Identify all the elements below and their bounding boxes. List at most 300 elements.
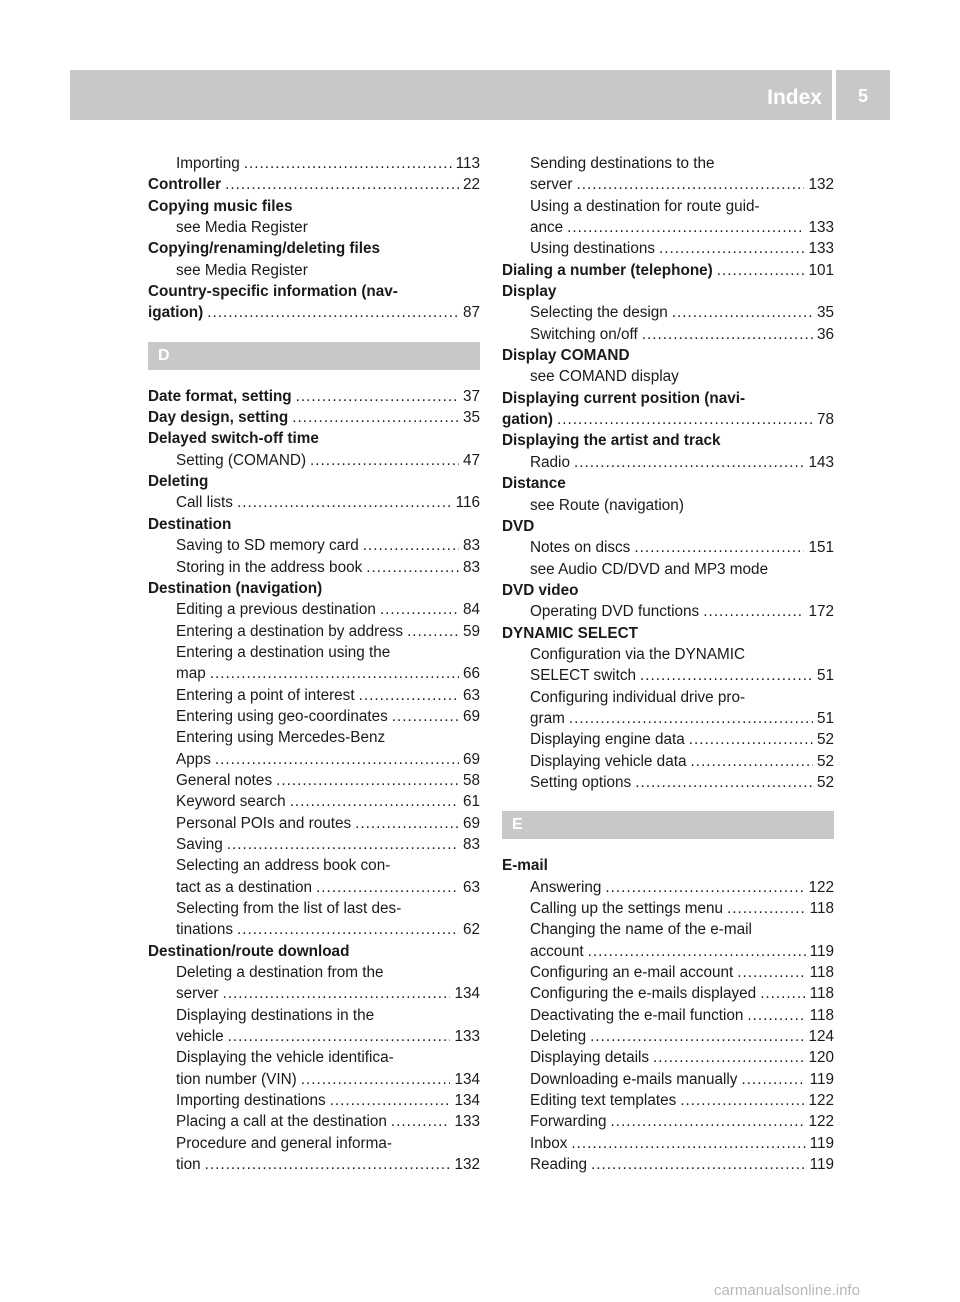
entry-text: tion number (VIN) <box>176 1070 297 1088</box>
index-subentry <box>148 770 480 791</box>
index-entry <box>502 281 834 302</box>
leader-dots <box>703 601 804 622</box>
page-ref[interactable]: 119 <box>809 1156 834 1174</box>
entry-text: E-mail <box>502 857 548 875</box>
index-subentry <box>502 665 834 686</box>
entry-text: Display <box>502 283 557 301</box>
entry-text: Copying music files <box>148 197 293 215</box>
leader-dots <box>642 324 813 345</box>
index-entry <box>148 238 480 259</box>
page-ref[interactable]: 122 <box>808 1113 834 1131</box>
leader-dots <box>355 813 459 834</box>
entry-text: Configuring an e-mail account <box>530 964 734 982</box>
index-subentry <box>148 855 480 876</box>
entry-text: Setting (COMAND) <box>176 451 307 469</box>
index-subentry <box>148 791 480 812</box>
index-subentry <box>502 644 834 665</box>
index-entry <box>148 514 480 535</box>
entry-text: Apps <box>176 750 211 768</box>
index-entry <box>502 260 834 281</box>
leader-dots <box>569 708 813 729</box>
entry-text: Destination <box>148 515 232 533</box>
index-entry <box>148 281 480 302</box>
entry-text: Deleting a destination from the <box>176 964 384 982</box>
page-ref[interactable]: 124 <box>808 1028 834 1046</box>
section-letter-d: D <box>148 342 480 370</box>
index-subentry <box>148 813 480 834</box>
page-ref[interactable]: 151 <box>808 539 834 557</box>
leader-dots <box>310 450 459 471</box>
index-entry <box>148 196 480 217</box>
page-ref[interactable]: 69 <box>462 707 480 725</box>
leader-dots <box>741 1069 805 1090</box>
index-subentry <box>502 559 834 580</box>
left-column <box>148 153 480 1175</box>
entry-text: Displaying current position (navi- <box>502 389 746 407</box>
leader-dots <box>588 941 806 962</box>
page-ref[interactable]: 116 <box>455 494 480 512</box>
leader-dots <box>659 238 804 259</box>
entry-text: Inbox <box>530 1134 568 1152</box>
leader-dots <box>635 772 813 793</box>
index-subentry <box>502 302 834 323</box>
entry-text: SELECT switch <box>530 667 636 685</box>
index-entry <box>148 578 480 599</box>
index-subentry <box>148 706 480 727</box>
leader-dots <box>640 665 813 686</box>
index-subentry <box>148 260 480 281</box>
entry-text: Forwarding <box>530 1113 607 1131</box>
entry-text: Reading <box>530 1156 587 1174</box>
index-subentry <box>148 450 480 471</box>
entry-text: see Audio CD/DVD and MP3 mode <box>530 560 769 578</box>
entry-text: tion <box>176 1156 201 1174</box>
index-subentry <box>502 537 834 558</box>
index-subentry <box>148 962 480 983</box>
index-entry <box>148 941 480 962</box>
leader-dots <box>330 1090 451 1111</box>
entry-text: see Media Register <box>176 261 308 279</box>
index-subentry <box>502 772 834 793</box>
page-ref[interactable]: 36 <box>816 325 834 343</box>
index-subentry <box>502 1069 834 1090</box>
entry-text: see Route (navigation) <box>530 496 684 514</box>
index-entry <box>502 430 834 451</box>
leader-dots <box>359 685 459 706</box>
leader-dots <box>391 1111 451 1132</box>
page-ref[interactable]: 35 <box>816 304 834 322</box>
entry-text: Placing a call at the destination <box>176 1113 387 1131</box>
index-subentry <box>502 495 834 516</box>
page-ref[interactable]: 134 <box>454 1092 480 1110</box>
entry-text: map <box>176 665 206 683</box>
page-ref[interactable]: 101 <box>808 261 834 279</box>
entry-text: gation) <box>502 411 553 429</box>
entry-text: Date format, setting <box>148 387 292 405</box>
page-ref[interactable]: 52 <box>816 731 834 749</box>
page-ref[interactable]: 52 <box>816 773 834 791</box>
entry-text: Using a destination for route guid- <box>530 197 760 215</box>
leader-dots <box>737 962 805 983</box>
entry-text: Changing the name of the e-mail <box>530 921 752 939</box>
page-ref[interactable]: 51 <box>816 709 834 727</box>
entry-text: Storing in the address book <box>176 558 363 576</box>
index-entry <box>148 428 480 449</box>
entry-text: Selecting the design <box>530 304 668 322</box>
index-subentry <box>502 601 834 622</box>
entry-text: Displaying the vehicle identifica- <box>176 1049 394 1067</box>
entry-text: Selecting an address book con- <box>176 857 391 875</box>
index-entry <box>502 345 834 366</box>
entry-text: see COMAND display <box>530 368 679 386</box>
leader-dots <box>210 663 459 684</box>
index-subentry <box>148 877 480 898</box>
page-ref[interactable]: 118 <box>809 1006 834 1024</box>
leader-dots <box>228 1026 451 1047</box>
entry-text: Saving <box>176 835 223 853</box>
page-ref[interactable]: 51 <box>816 667 834 685</box>
entry-text: Day design, setting <box>148 409 289 427</box>
leader-dots <box>760 983 805 1004</box>
leader-dots <box>605 877 804 898</box>
index-subentry <box>148 217 480 238</box>
index-entry <box>502 516 834 537</box>
right-rows-bottom <box>502 855 834 1175</box>
index-subentry <box>148 727 480 748</box>
entry-text: ance <box>530 219 564 237</box>
page-ref[interactable]: 83 <box>462 558 480 576</box>
index-subentry <box>502 729 834 750</box>
page-ref[interactable]: 22 <box>462 176 480 194</box>
leader-dots <box>747 1005 805 1026</box>
entry-text: Call lists <box>176 494 233 512</box>
entry-text: gram <box>530 709 565 727</box>
leader-dots <box>611 1111 805 1132</box>
left-rows-bottom <box>148 386 480 1176</box>
page-ref[interactable]: 132 <box>808 176 834 194</box>
entry-text: Configuring individual drive pro- <box>530 688 746 706</box>
leader-dots <box>225 174 459 195</box>
index-entry <box>148 302 480 323</box>
page-ref[interactable]: 62 <box>462 921 480 939</box>
entry-text: tinations <box>176 921 233 939</box>
index-entry <box>502 623 834 644</box>
index-subentry <box>502 898 834 919</box>
page-ref[interactable]: 134 <box>454 1070 480 1088</box>
leader-dots <box>571 1133 805 1154</box>
entry-text: Copying/renaming/deleting files <box>148 240 381 258</box>
entry-text: Entering a destination using the <box>176 643 391 661</box>
entry-text: Entering using Mercedes-Benz <box>176 729 386 747</box>
page-ref[interactable]: 118 <box>809 985 834 1003</box>
leader-dots <box>591 1154 806 1175</box>
page-ref[interactable]: 134 <box>454 985 480 1003</box>
entry-text: Configuration via the DYNAMIC <box>530 645 746 663</box>
index-subentry <box>148 599 480 620</box>
page-ref[interactable]: 35 <box>462 409 480 427</box>
entry-text: DVD <box>502 517 535 535</box>
leader-dots <box>215 749 459 770</box>
entry-text: General notes <box>176 771 273 789</box>
page-ref[interactable]: 83 <box>462 537 480 555</box>
index-subentry <box>502 919 834 940</box>
page-ref[interactable]: 37 <box>462 387 480 405</box>
leader-dots <box>634 537 804 558</box>
index-subentry <box>502 217 834 238</box>
leader-dots <box>207 302 459 323</box>
page-ref[interactable]: 143 <box>808 453 834 471</box>
entry-text: igation) <box>148 304 204 322</box>
index-subentry <box>148 492 480 513</box>
entry-text: Switching on/off <box>530 325 638 343</box>
index-entry <box>502 855 834 876</box>
leader-dots <box>577 174 805 195</box>
leader-dots <box>276 770 459 791</box>
entry-text: Downloading e-mails manually <box>530 1070 738 1088</box>
leader-dots <box>680 1090 804 1111</box>
entry-text: Saving to SD memory card <box>176 537 359 555</box>
page-ref[interactable]: 172 <box>808 603 834 621</box>
entry-text: Answering <box>530 878 602 896</box>
entry-text: Deleting <box>530 1028 587 1046</box>
entry-text: Delayed switch-off time <box>148 430 319 448</box>
index-subentry <box>148 749 480 770</box>
index-subentry <box>148 153 480 174</box>
leader-dots <box>407 621 459 642</box>
left-rows-top <box>148 153 480 324</box>
leader-dots <box>227 834 459 855</box>
entry-text: Editing a previous destination <box>176 601 376 619</box>
entry-text: Displaying details <box>530 1049 650 1067</box>
page-ref[interactable]: 63 <box>462 686 480 704</box>
page-title: Index <box>767 86 822 109</box>
index-subentry <box>148 663 480 684</box>
page-ref[interactable]: 83 <box>462 835 480 853</box>
index-subentry <box>502 196 834 217</box>
entry-text: Entering using geo-coordinates <box>176 707 388 725</box>
leader-dots <box>366 557 459 578</box>
index-subentry <box>502 1154 834 1175</box>
index-subentry <box>502 1090 834 1111</box>
page-ref[interactable]: 122 <box>808 878 834 896</box>
entry-text: Destination/route download <box>148 942 350 960</box>
page-ref[interactable]: 63 <box>462 878 480 896</box>
leader-dots <box>392 706 459 727</box>
entry-text: account <box>530 942 584 960</box>
index-subentry <box>502 1111 834 1132</box>
page-ref[interactable]: 133 <box>808 219 834 237</box>
index-subentry <box>502 1026 834 1047</box>
entry-text: Using destinations <box>530 240 655 258</box>
index-subentry <box>502 1047 834 1068</box>
page-ref[interactable]: 133 <box>808 240 834 258</box>
leader-dots <box>237 492 452 513</box>
page-ref[interactable]: 119 <box>809 1134 834 1152</box>
index-subentry <box>502 962 834 983</box>
index-subentry <box>502 941 834 962</box>
index-subentry <box>148 1111 480 1132</box>
page-ref[interactable]: 52 <box>816 752 834 770</box>
index-subentry <box>502 324 834 345</box>
section-letter-e: E <box>502 811 834 839</box>
entry-text: Distance <box>502 475 566 493</box>
index-subentry <box>148 1005 480 1026</box>
entry-text: Displaying engine data <box>530 731 685 749</box>
index-subentry <box>148 983 480 1004</box>
entry-text: Selecting from the list of last des- <box>176 900 402 917</box>
entry-text: Destination (navigation) <box>148 579 323 597</box>
entry-text: Displaying the artist and track <box>502 432 721 450</box>
index-subentry <box>148 1047 480 1068</box>
entry-text: Displaying destinations in the <box>176 1006 375 1024</box>
entry-text: server <box>530 176 573 194</box>
leader-dots <box>672 302 813 323</box>
page-ref[interactable]: 61 <box>462 793 480 811</box>
leader-dots <box>727 898 806 919</box>
index-entry <box>148 386 480 407</box>
leader-dots <box>380 599 459 620</box>
index-subentry <box>502 153 834 174</box>
index-subentry <box>502 1005 834 1026</box>
entry-text: Personal POIs and routes <box>176 814 352 832</box>
leader-dots <box>205 1154 451 1175</box>
leader-dots <box>590 1026 804 1047</box>
page-ref[interactable]: 69 <box>462 814 480 832</box>
entry-text: Editing text templates <box>530 1092 677 1110</box>
index-entry <box>148 407 480 428</box>
index-subentry <box>148 1133 480 1154</box>
index-entry <box>148 471 480 492</box>
index-subentry <box>148 919 480 940</box>
leader-dots <box>237 919 459 940</box>
entry-text: Procedure and general informa- <box>176 1134 392 1152</box>
entry-text: vehicle <box>176 1028 224 1046</box>
index-subentry <box>502 708 834 729</box>
entry-text: Display COMAND <box>502 347 630 365</box>
entry-text: Notes on discs <box>530 539 631 557</box>
entry-text: Configuring the e-mails displayed <box>530 985 757 1003</box>
page-ref[interactable]: 47 <box>462 451 480 469</box>
page-ref[interactable]: 119 <box>809 942 834 960</box>
entry-text: Importing <box>176 155 240 172</box>
index-subentry <box>148 1026 480 1047</box>
index-subentry <box>148 1069 480 1090</box>
index-entry <box>502 409 834 430</box>
entry-text: Deleting <box>148 473 209 491</box>
page-ref[interactable]: 118 <box>809 900 834 917</box>
index-subentry <box>148 557 480 578</box>
index-subentry <box>502 983 834 1004</box>
index-subentry <box>148 834 480 855</box>
entry-text: Country-specific information (nav- <box>148 283 398 301</box>
right-rows-top <box>502 153 834 793</box>
page-ref[interactable]: 66 <box>462 665 480 683</box>
entry-text: DYNAMIC SELECT <box>502 624 638 642</box>
entry-text: see Media Register <box>176 219 308 237</box>
entry-text: Entering a destination by address <box>176 622 404 640</box>
entry-text: Keyword search <box>176 793 286 811</box>
leader-dots <box>690 751 813 772</box>
entry-text: server <box>176 985 219 1003</box>
entry-text: Setting options <box>530 773 632 791</box>
entry-text: Radio <box>530 453 570 471</box>
entry-text: Controller <box>148 176 222 194</box>
leader-dots <box>574 452 805 473</box>
leader-dots <box>290 791 459 812</box>
index-entry <box>502 388 834 409</box>
watermark: carmanualsonline.info <box>714 1282 860 1299</box>
leader-dots <box>689 729 813 750</box>
page-ref[interactable]: 84 <box>462 601 480 619</box>
page-ref[interactable]: 119 <box>809 1070 834 1088</box>
index-subentry <box>148 535 480 556</box>
index-subentry <box>148 1090 480 1111</box>
index-subentry <box>502 877 834 898</box>
page-ref[interactable]: 120 <box>808 1049 834 1067</box>
index-entry <box>502 473 834 494</box>
page-ref[interactable]: 87 <box>462 304 480 322</box>
entry-text: Entering a point of interest <box>176 686 355 704</box>
index-entry <box>148 174 480 195</box>
index-subentry <box>148 1154 480 1175</box>
leader-dots <box>557 409 813 430</box>
index-subentry <box>148 621 480 642</box>
entry-text: Deactivating the e-mail function <box>530 1006 744 1024</box>
page-ref[interactable]: 58 <box>462 771 480 789</box>
page-ref[interactable]: 113 <box>455 155 480 172</box>
entry-text: tact as a destination <box>176 878 313 896</box>
index-subentry <box>502 238 834 259</box>
entry-text: Displaying vehicle data <box>530 752 687 770</box>
entry-text: Importing destinations <box>176 1092 326 1110</box>
index-entry <box>502 580 834 601</box>
index-subentry <box>148 642 480 663</box>
leader-dots <box>717 260 805 281</box>
leader-dots <box>301 1069 451 1090</box>
index-subentry <box>502 366 834 387</box>
entry-text: Operating DVD functions <box>530 603 700 621</box>
index-subentry <box>502 687 834 708</box>
right-column <box>502 153 834 1175</box>
leader-dots <box>653 1047 804 1068</box>
page-ref[interactable]: 118 <box>809 964 834 982</box>
leader-dots <box>567 217 804 238</box>
page-ref[interactable]: 133 <box>454 1028 480 1046</box>
entry-text: Calling up the settings menu <box>530 900 724 917</box>
index-subentry <box>502 452 834 473</box>
page-ref[interactable]: 122 <box>808 1092 834 1110</box>
leader-dots <box>223 983 451 1004</box>
index-subentry <box>502 1133 834 1154</box>
leader-dots <box>296 386 459 407</box>
page-ref[interactable]: 132 <box>454 1156 480 1174</box>
index-subentry <box>148 685 480 706</box>
page-ref[interactable]: 78 <box>816 411 834 429</box>
index-subentry <box>148 898 480 919</box>
entry-text: DVD video <box>502 581 579 599</box>
page-ref[interactable]: 69 <box>462 750 480 768</box>
index-subentry <box>502 174 834 195</box>
page-ref[interactable]: 133 <box>454 1113 480 1131</box>
page-number: 5 <box>857 86 868 106</box>
entry-text: Sending destinations to the <box>530 155 715 172</box>
index-subentry <box>502 751 834 772</box>
entry-text: Dialing a number (telephone) <box>502 261 713 279</box>
leader-dots <box>244 153 452 174</box>
leader-dots <box>363 535 459 556</box>
page-ref[interactable]: 59 <box>462 622 480 640</box>
leader-dots <box>316 877 459 898</box>
